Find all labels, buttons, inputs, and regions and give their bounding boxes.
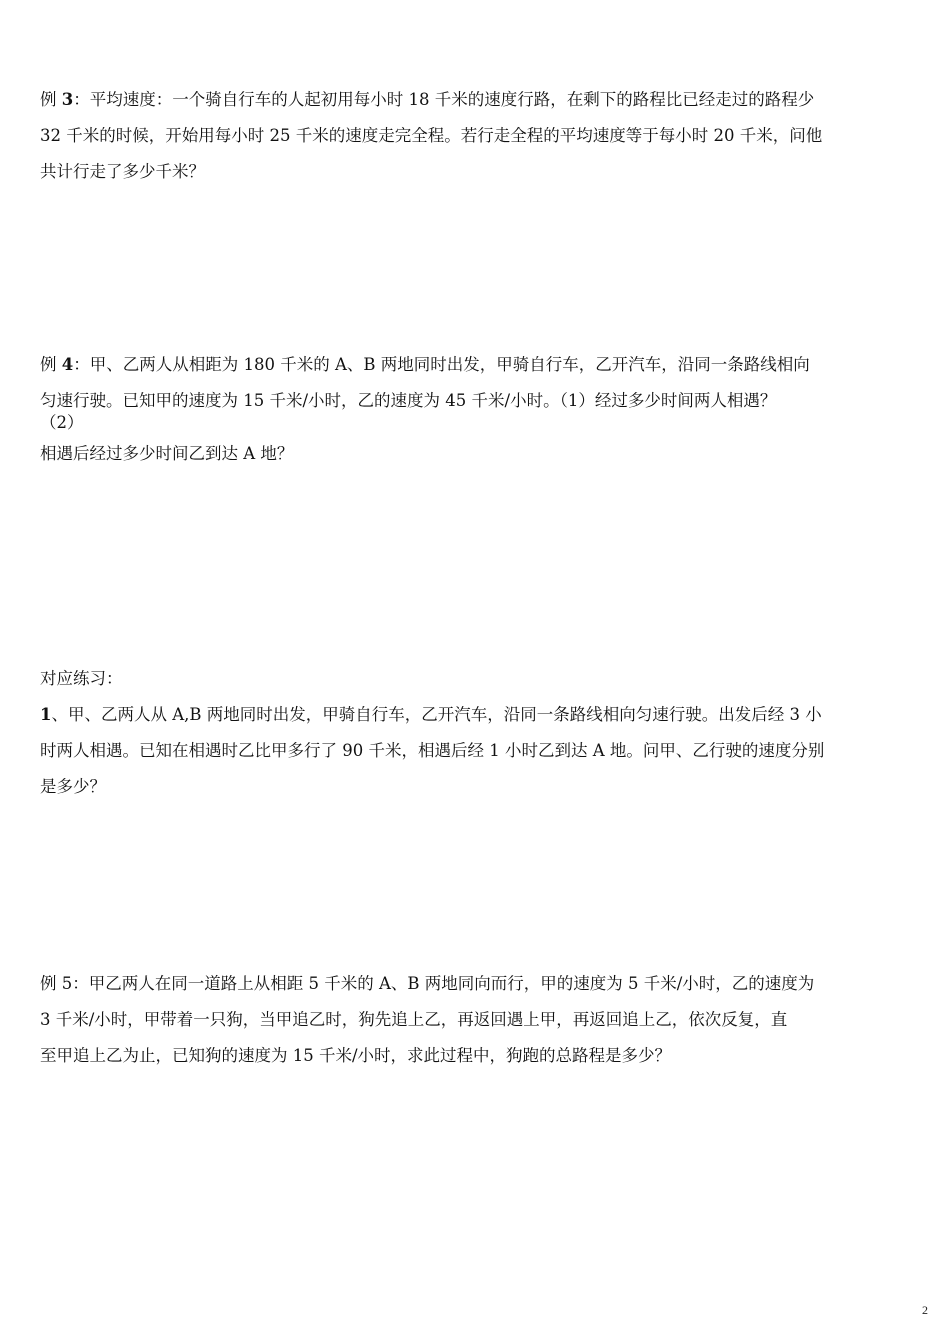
- example-5-line-2: 3 千米/小时，甲带着一只狗，当甲追乙时，狗先追上乙，再返回遇上甲，再返回追上乙，依次反复，直: [40, 1010, 788, 1029]
- practice-item-1-line-1: [40, 697, 930, 733]
- example-4-line-2: 匀速行驶。已知甲的速度为 15 千米/小时，乙的速度为 45 千米/小时。（1）经过多少时间两人相遇？: [40, 391, 777, 410]
- practice-heading: 对应练习：: [40, 669, 123, 688]
- example-4-line-4: 相遇后经过多少时间乙到达 A 地？: [40, 444, 294, 463]
- example-4: [40, 347, 930, 472]
- example-5: [40, 966, 930, 1074]
- page-number: 2: [922, 1303, 928, 1317]
- practice-item-1-line-3: 是多少？: [40, 777, 106, 796]
- example-4-line-1-text: ：甲、乙两人从相距为 180 千米的 A、B 两地同时出发，甲骑自行车，乙开汽车，沿同一条路线相向: [73, 355, 810, 374]
- example-3: [40, 82, 930, 190]
- practice-section: [40, 661, 930, 805]
- practice-item-1-line-2: 时两人相遇。已知在相遇时乙比甲多行了 90 千米，相遇后经 1 小时乙到达 A 地。问甲、乙行驶的速度分别: [40, 741, 825, 760]
- example-3-number: 3: [61, 90, 74, 109]
- example-3-line-1-text: ：平均速度：一个骑自行车的人起初用每小时 18 千米的速度行路，在剩下的路程比已经走过的路程少: [73, 90, 815, 109]
- example-5-line-3: 至甲追上乙为止，已知狗的速度为 15 千米/小时，求此过程中，狗跑的总路程是多少？: [40, 1046, 672, 1065]
- example-3-prefix: 例: [40, 90, 57, 109]
- example-4-number: 4: [61, 355, 74, 374]
- example-3-line-1: [40, 82, 930, 118]
- example-4-line-1: [40, 347, 930, 383]
- example-3-line-3: 共计行走了多少千米？: [40, 162, 205, 181]
- practice-item-1-line-1-text: 、甲、乙两人从 A,B 两地同时出发，甲骑自行车，乙开汽车，沿同一条路线相向匀速行驶。出发后经 3 小: [51, 705, 822, 724]
- example-4-line-3: （2）: [40, 413, 84, 432]
- practice-item-number: 1: [40, 705, 52, 724]
- example-3-line-2: 32 千米的时候，开始用每小时 25 千米的速度走完全程。若行走全程的平均速度等于每小时 20 千米，问他: [40, 126, 823, 145]
- example-5-line-1: 例 5：甲乙两人在同一道路上从相距 5 千米的 A、B 两地同向而行，甲的速度为 5 千米/小时，乙的速度为: [40, 974, 815, 993]
- example-4-prefix: 例: [40, 355, 57, 374]
